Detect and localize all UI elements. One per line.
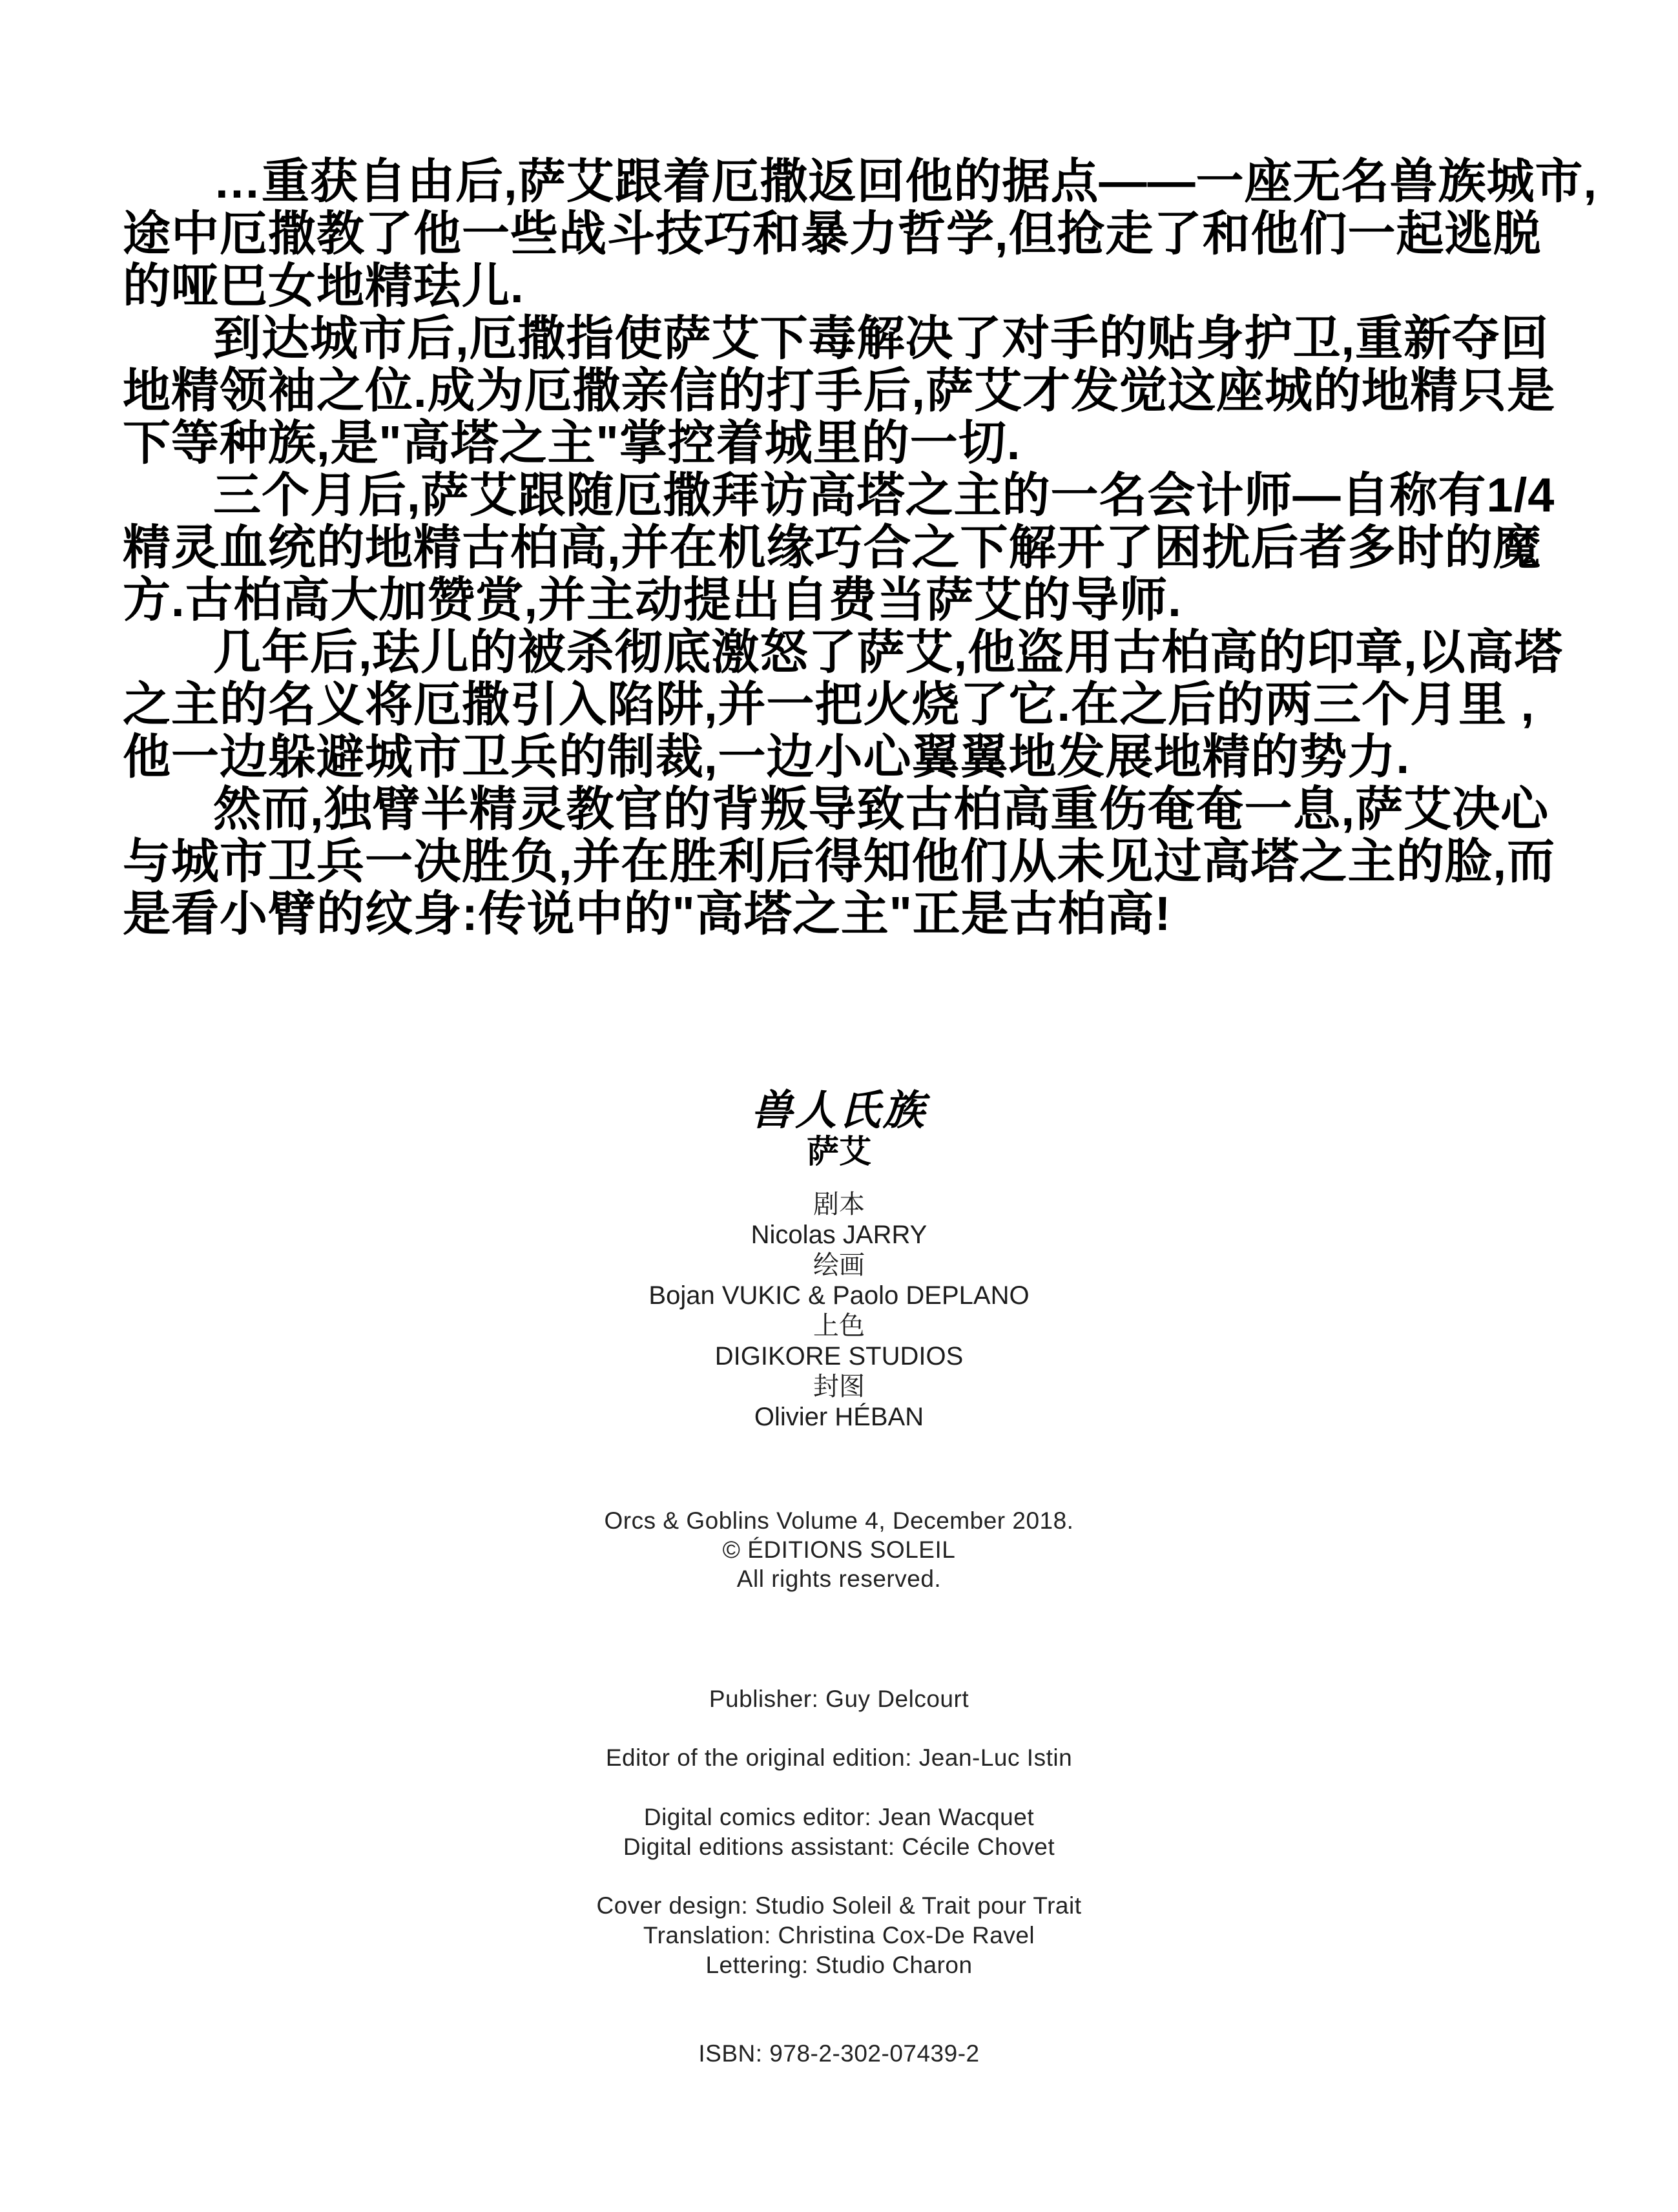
summary-line: 方.古柏高大加赞赏,并主动提出自费当萨艾的导师. [123, 573, 1182, 626]
summary-line: 下等种族,是"高塔之主"掌控着城里的一切. [123, 416, 1021, 470]
summary-line: 是看小臂的纹身:传说中的"高塔之主"正是古柏高! [123, 887, 1172, 940]
summary-paragraph [123, 783, 1607, 940]
summary-paragraph [123, 626, 1607, 783]
publisher-line: Publisher: Guy Delcourt [709, 1686, 969, 1712]
edition-line: Orcs & Goblins Volume 4, December 2018. [604, 1507, 1074, 1534]
summary-line: 三个月后,萨艾跟随厄撒拜访高塔之主的一名会计师—自称有1/4 [213, 468, 1555, 522]
summary-paragraph [123, 469, 1607, 626]
copyright-line: © ÉDITIONS SOLEIL [722, 1536, 956, 1563]
rights-line: All rights reserved. [736, 1566, 942, 1592]
summary-line: 精灵血统的地精古柏高,并在机缘巧合之下解开了困扰后者多时的魔 [123, 521, 1542, 574]
story-summary [123, 155, 1607, 940]
summary-line: 到达城市后,厄撒指使萨艾下毒解决了对手的贴身护卫,重新夺回 [213, 311, 1549, 365]
lettering-line: Lettering: Studio Charon [705, 1952, 973, 1978]
original-editor-line: Editor of the original edition: Jean-Luc Istin [605, 1744, 1073, 1771]
summary-paragraph [123, 155, 1607, 312]
credit-role-art: 绘画 [813, 1251, 865, 1279]
copyright-block [0, 1506, 1678, 1593]
summary-line: 他一边躲避城市卫兵的制裁,一边小心翼翼地发展地精的势力. [123, 730, 1411, 783]
digital-staff-block [0, 1803, 1678, 1862]
credit-name-colors: DIGIKORE STUDIOS [714, 1342, 964, 1370]
credit-name-art: Bojan VUKIC & Paolo DEPLANO [648, 1281, 1030, 1310]
credit-name-cover: Olivier HÉBAN [754, 1403, 924, 1431]
summary-line: 与城市卫兵一决胜负,并在胜利后得知他们从未见过高塔之主的脸,而 [123, 834, 1556, 888]
credit-role-script: 剧本 [813, 1190, 865, 1219]
summary-line: 然而,独臂半精灵教官的背叛导致古柏高重伤奄奄一息,萨艾决心 [213, 782, 1549, 836]
cover-staff-block [0, 1891, 1678, 1980]
digital-editions-assistant-line: Digital editions assistant: Cécile Chovet [623, 1834, 1055, 1860]
credit-name-script: Nicolas JARRY [751, 1221, 927, 1249]
credit-role-cover: 封图 [813, 1372, 865, 1401]
creator-credits [0, 1190, 1678, 1432]
summary-line: 的哑巴女地精珐儿. [123, 259, 524, 313]
series-title: 兽人氏族 [751, 1087, 927, 1133]
summary-line: …重获自由后,萨艾跟着厄撒返回他的据点——一座无名兽族城市, [213, 154, 1598, 208]
isbn-line: ISBN: 978-2-302-07439-2 [698, 2040, 980, 2067]
translation-line: Translation: Christina Cox-De Ravel [643, 1922, 1035, 1948]
digital-comics-editor-line: Digital comics editor: Jean Wacquet [643, 1804, 1035, 1830]
credit-role-colors: 上色 [813, 1312, 865, 1340]
cover-design-line: Cover design: Studio Soleil & Trait pour Trait [596, 1892, 1082, 1919]
summary-line: 之主的名义将厄撒引入陷阱,并一把火烧了它.在之后的两三个月里 , [123, 677, 1535, 731]
summary-line: 几年后,珐儿的被杀彻底激怒了萨艾,他盗用古柏高的印章,以高塔 [213, 625, 1563, 679]
summary-paragraph [123, 312, 1607, 469]
summary-line: 途中厄撒教了他一些战斗技巧和暴力哲学,但抢走了和他们一起逃脱 [123, 207, 1542, 260]
summary-line: 地精领袖之位.成为厄撒亲信的打手后,萨艾才发觉这座城的地精只是 [123, 364, 1556, 417]
volume-title: 萨艾 [807, 1133, 871, 1170]
